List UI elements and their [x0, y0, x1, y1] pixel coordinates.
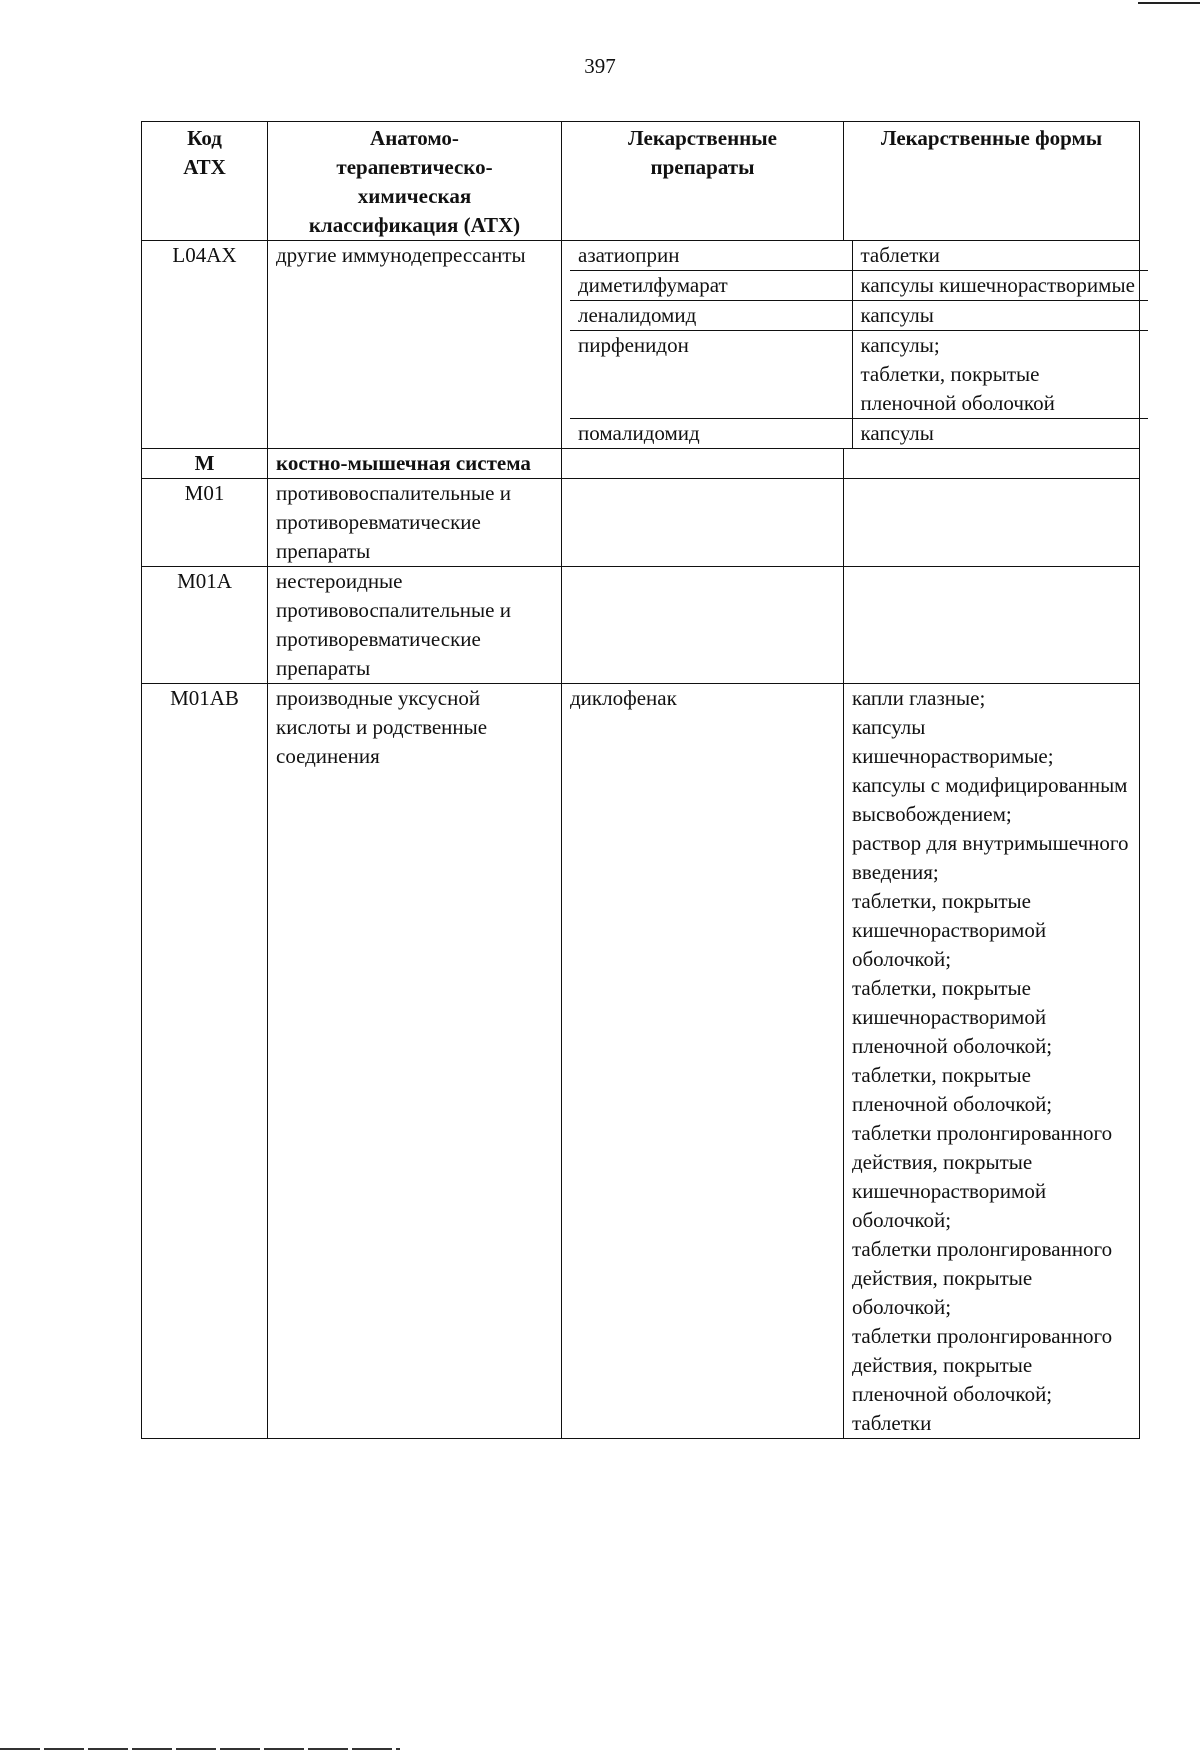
atx-name: нестероидные противовоспалительные и противоревматические препараты	[268, 567, 562, 684]
drug-name: леналидомид	[570, 301, 852, 331]
footer-rule	[0, 1748, 400, 1750]
drug-row	[570, 241, 1148, 271]
drug-forms	[852, 271, 1148, 301]
atx-code: M	[142, 449, 268, 479]
atx-name: другие иммунодепрессанты	[268, 241, 562, 449]
drug-forms	[852, 241, 1148, 271]
drug-name: помалидомид	[570, 419, 852, 449]
drug-forms	[844, 449, 1140, 479]
drug-forms	[844, 479, 1140, 567]
drug-row	[570, 419, 1148, 449]
drug-row	[570, 271, 1148, 301]
header-drugs: Лекарственные препараты	[562, 122, 844, 241]
drug-forms	[852, 331, 1148, 419]
table-row	[142, 479, 1140, 567]
drug-form: капсулы	[860, 303, 934, 327]
atx-code: M01	[142, 479, 268, 567]
drug-forms	[844, 567, 1140, 684]
drug-name	[562, 479, 844, 567]
table-header-row	[142, 122, 1140, 241]
drug-form: таблетки пролонгированного действия, покрытые кишечнорастворимой оболочкой;	[852, 1121, 1113, 1232]
drug-form: капсулы	[860, 421, 934, 445]
table-row	[142, 241, 1140, 449]
drug-form: капсулы кишечнорастворимые	[860, 273, 1135, 297]
drug-form: капсулы кишечнорастворимые;	[852, 715, 1054, 768]
atx-table	[141, 121, 1140, 1439]
drug-form: капсулы;	[860, 333, 940, 357]
drug-name: диметилфумарат	[570, 271, 852, 301]
drug-row	[570, 301, 1148, 331]
table-row	[142, 567, 1140, 684]
drug-form: таблетки	[860, 243, 940, 267]
page-number: 397	[584, 54, 616, 78]
drug-form: капли глазные;	[852, 686, 986, 710]
drug-form: таблетки, покрытые кишечнорастворимой пленочной оболочкой;	[852, 976, 1053, 1058]
drug-form: капсулы с модифицированным высвобождением;	[852, 773, 1128, 826]
header-classification: Анатомо-терапевтическо-химическая классификация (АТХ)	[268, 122, 562, 241]
drug-forms	[844, 684, 1140, 1439]
atx-code: L04AX	[142, 241, 268, 449]
drug-form: таблетки	[852, 1411, 932, 1435]
header-forms: Лекарственные формы	[844, 122, 1140, 241]
drug-forms	[852, 419, 1148, 449]
drug-row	[570, 331, 1148, 419]
drug-name	[562, 567, 844, 684]
drug-name: диклофенак	[562, 684, 844, 1439]
drug-form: раствор для внутримышечного введения;	[852, 831, 1129, 884]
scan-edge-line	[1138, 2, 1200, 4]
drug-name	[562, 449, 844, 479]
atx-name: костно-мышечная система	[268, 449, 562, 479]
header-code: Код АТХ	[142, 122, 268, 241]
drug-form: таблетки пролонгированного действия, покрытые пленочной оболочкой;	[852, 1324, 1113, 1406]
drug-form: таблетки пролонгированного действия, покрытые оболочкой;	[852, 1237, 1113, 1319]
atx-code: M01AB	[142, 684, 268, 1439]
drug-form: таблетки, покрытые пленочной оболочкой	[860, 362, 1055, 415]
drug-forms	[852, 301, 1148, 331]
table-row	[142, 449, 1140, 479]
atx-name: противовоспалительные и противоревматические препараты	[268, 479, 562, 567]
atx-code: M01A	[142, 567, 268, 684]
table-row	[142, 684, 1140, 1439]
drug-form: таблетки, покрытые пленочной оболочкой;	[852, 1063, 1053, 1116]
drug-group	[562, 241, 1140, 449]
drug-name: пирфенидон	[570, 331, 852, 419]
drug-name: азатиоприн	[570, 241, 852, 271]
drug-form: таблетки, покрытые кишечнорастворимой оболочкой;	[852, 889, 1047, 971]
atx-name: производные уксусной кислоты и родственные соединения	[268, 684, 562, 1439]
